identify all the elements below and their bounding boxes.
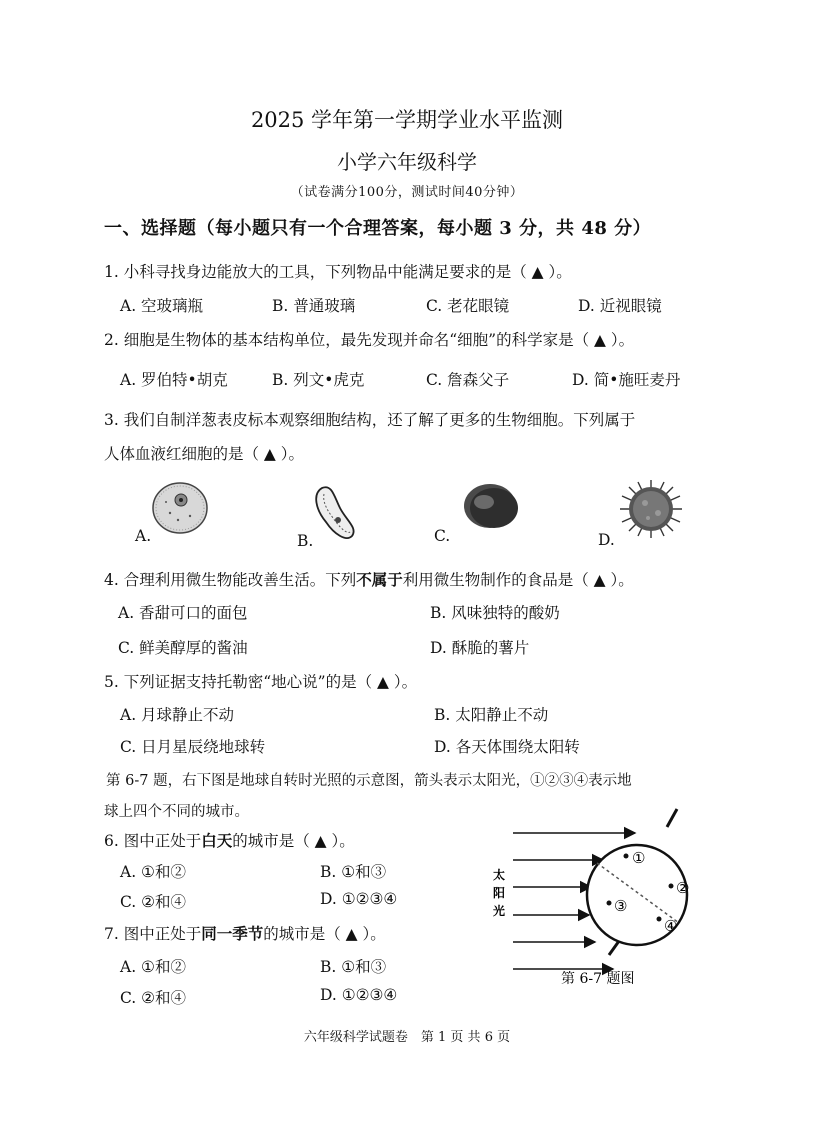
cell-image-b [310, 484, 358, 544]
q2-option-c: C. 詹森父子 [426, 371, 510, 389]
q6-stem-emphasis: 白天 [201, 831, 233, 850]
sunlight-label-1: 太 [493, 868, 506, 882]
q3-option-d: D. [598, 531, 615, 549]
question-7-stem [104, 922, 386, 944]
question-3-stem-line2: 人体血液红细胞的是（ ▲ ）。 [104, 445, 305, 463]
q4-option-a: A. 香甜可口的面包 [118, 604, 248, 622]
q4-option-c: C. 鲜美醇厚的酱油 [118, 639, 248, 657]
exam-title: 2025 学年第一学期学业水平监测 [250, 108, 564, 132]
q6-option-c: C. ②和④ [120, 893, 187, 911]
cell-image-a [150, 480, 212, 538]
city-dot-1 [624, 854, 629, 859]
city-dot-4 [657, 917, 662, 922]
q6-option-d: D. ①②③④ [320, 890, 398, 908]
q3-option-b: B. [297, 532, 314, 550]
q7-option-c: C. ②和④ [120, 989, 187, 1007]
q7-stem-post: 的城市是（ ▲ ）。 [263, 925, 386, 943]
city-dot-3 [607, 901, 612, 906]
question-4-stem [104, 568, 634, 590]
q6-option-b: B. ①和③ [320, 863, 387, 881]
q6-stem-post: 的城市是（ ▲ ）。 [232, 832, 355, 850]
sunlight-label-3: 光 [493, 904, 506, 918]
city-label-4: ④ [664, 917, 678, 935]
q7-stem-pre: 7. 图中正处于 [104, 925, 202, 943]
q4-stem-pre: 4. 合理利用微生物能改善生活。下列 [104, 571, 357, 589]
q1-option-d: D. 近视眼镜 [578, 297, 662, 315]
question-6-stem [104, 829, 355, 851]
earth-axis-top [667, 809, 677, 827]
q7-option-a: A. ①和② [120, 958, 186, 976]
question-1-stem: 1. 小科寻找身边能放大的工具，下列物品中能满足要求的是（ ▲ ）。 [104, 263, 572, 281]
q1-option-b: B. 普通玻璃 [272, 297, 356, 315]
sunlight-label-2: 阳 [493, 886, 506, 900]
q1-option-a: A. 空玻璃瓶 [120, 297, 204, 315]
q7-option-b: B. ①和③ [320, 958, 387, 976]
city-label-3: ③ [614, 897, 628, 915]
q2-option-a: A. 罗伯特•胡克 [120, 371, 228, 389]
q5-option-b: B. 太阳静止不动 [434, 706, 549, 724]
q2-option-d: D. 简•施旺麦丹 [572, 371, 681, 389]
city-label-1: ① [632, 849, 646, 867]
q4-option-d: D. 酥脆的薯片 [430, 639, 530, 657]
exam-subtitle: 小学六年级科学 [337, 150, 477, 174]
city-dot-2 [669, 884, 674, 889]
q3-option-c: C. [434, 527, 451, 545]
q5-option-c: C. 日月星辰绕地球转 [120, 738, 266, 756]
question-2-stem: 2. 细胞是生物体的基本结构单位，最先发现并命名“细胞”的科学家是（ ▲ ）。 [104, 331, 635, 349]
q6-stem-pre: 6. 图中正处于 [104, 832, 202, 850]
q7-option-d: D. ①②③④ [320, 986, 398, 1004]
city-label-2: ② [676, 879, 690, 897]
figure-caption: 第 6-7 题图 [561, 971, 635, 987]
exam-note: （试卷满分100分，测试时间40分钟） [290, 185, 524, 200]
earth-sunlight-diagram [485, 805, 715, 995]
q4-option-b: B. 风味独特的酸奶 [430, 604, 560, 622]
q4-stem-post: 利用微生物制作的食品是（ ▲ ）。 [402, 571, 634, 589]
q5-option-a: A. 月球静止不动 [120, 706, 235, 724]
question-3-stem-line1: 3. 我们自制洋葱表皮标本观察细胞结构，还了解了更多的生物细胞。下列属于 [104, 411, 636, 429]
cell-image-c [462, 482, 522, 534]
earth-axis-bottom [609, 941, 619, 955]
q2-option-b: B. 列文•虎克 [272, 371, 365, 389]
q7-stem-emphasis: 同一季节 [201, 924, 264, 943]
group-note-line1: 第 6-7 题，右下图是地球自转时光照的示意图，箭头表示太阳光，①②③④表示地 [106, 773, 632, 789]
group-note-line2: 球上四个不同的城市。 [104, 804, 249, 820]
section-title: 一、选择题（每小题只有一个合理答案，每小题 3 分，共 48 分） [104, 218, 652, 239]
q1-option-c: C. 老花眼镜 [426, 297, 510, 315]
question-5-stem: 5. 下列证据支持托勒密“地心说”的是（ ▲ ）。 [104, 673, 418, 691]
q3-option-a: A. [135, 527, 152, 545]
q5-option-d: D. 各天体围绕太阳转 [434, 738, 580, 756]
q4-stem-emphasis: 不属于 [356, 570, 403, 589]
q6-option-a: A. ①和② [120, 863, 186, 881]
page-footer: 六年级科学试题卷 第 1 页 共 6 页 [303, 1030, 511, 1045]
cell-image-d [618, 478, 684, 540]
